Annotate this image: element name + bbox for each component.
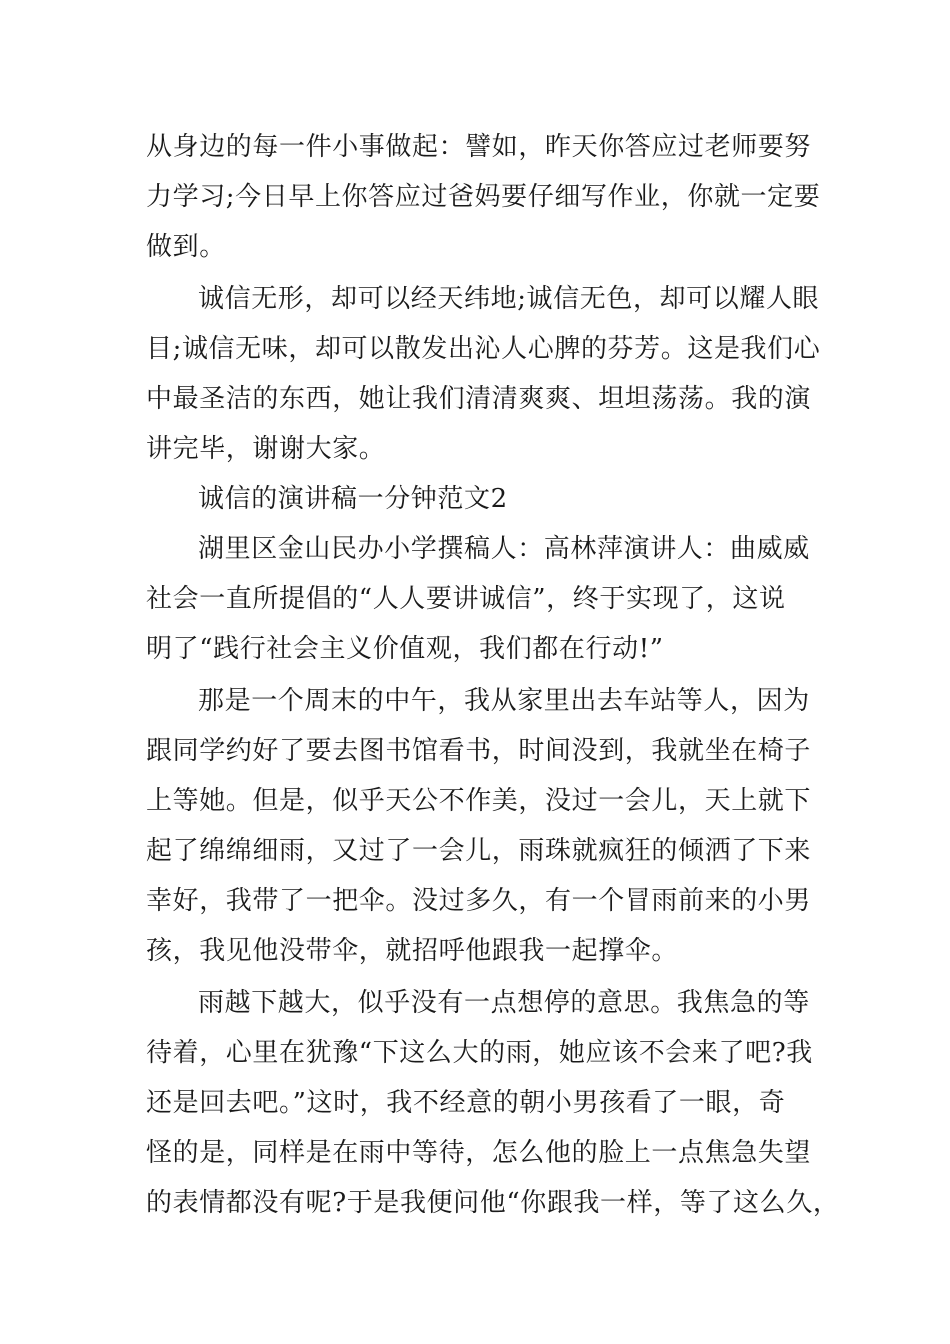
text-line: 中最圣洁的东西，她让我们清清爽爽、坦坦荡荡。我的演 xyxy=(146,384,812,414)
text-line: 明了“践行社会主义价值观，我们都在行动!” xyxy=(146,634,664,664)
text-line: 起了绵绵细雨，又过了一会儿，雨珠就疯狂的倾洒了下来 xyxy=(146,836,812,866)
text-line: 上等她。但是，似乎天公不作美，没过一会儿，天上就下 xyxy=(146,786,812,816)
text-line: 跟同学约好了要去图书馆看书，时间没到，我就坐在椅子 xyxy=(146,736,812,766)
text-line: 做到。 xyxy=(146,232,226,262)
author-line: 湖里区金山民办小学撰稿人：高林萍演讲人：曲威威 xyxy=(198,534,810,564)
text-line: 的表情都没有呢?于是我便问他“你跟我一样，等了这么久， xyxy=(146,1188,840,1218)
text-line: 从身边的每一件小事做起：譬如，昨天你答应过老师要努 xyxy=(146,132,812,162)
text-line: 讲完毕，谢谢大家。 xyxy=(146,434,386,464)
section-heading: 诚信的演讲稿一分钟范文2 xyxy=(198,484,508,514)
paragraph-first-line: 雨越下越大，似乎没有一点想停的意思。我焦急的等 xyxy=(198,988,810,1018)
text-line: 还是回去吧。”这时，我不经意的朝小男孩看了一眼，奇 xyxy=(146,1088,786,1118)
text-line: 目;诚信无味，却可以散发出沁人心脾的芬芳。这是我们心 xyxy=(146,334,821,364)
text-line: 怪的是，同样是在雨中等待，怎么他的脸上一点焦急失望 xyxy=(146,1138,812,1168)
paragraph-first-line: 那是一个周末的中午，我从家里出去车站等人，因为 xyxy=(198,686,810,716)
text-line: 孩，我见他没带伞，就招呼他跟我一起撑伞。 xyxy=(146,936,679,966)
text-line: 力学习;今日早上你答应过爸妈要仔细写作业，你就一定要 xyxy=(146,182,821,212)
text-line: 幸好，我带了一把伞。没过多久，有一个冒雨前来的小男 xyxy=(146,886,812,916)
text-line: 待着，心里在犹豫“下这么大的雨，她应该不会来了吧?我 xyxy=(146,1038,813,1068)
paragraph-first-line: 诚信无形，却可以经天纬地;诚信无色，却可以耀人眼 xyxy=(198,284,820,314)
text-line: 社会一直所提倡的“人人要讲诚信”，终于实现了，这说 xyxy=(146,584,786,614)
